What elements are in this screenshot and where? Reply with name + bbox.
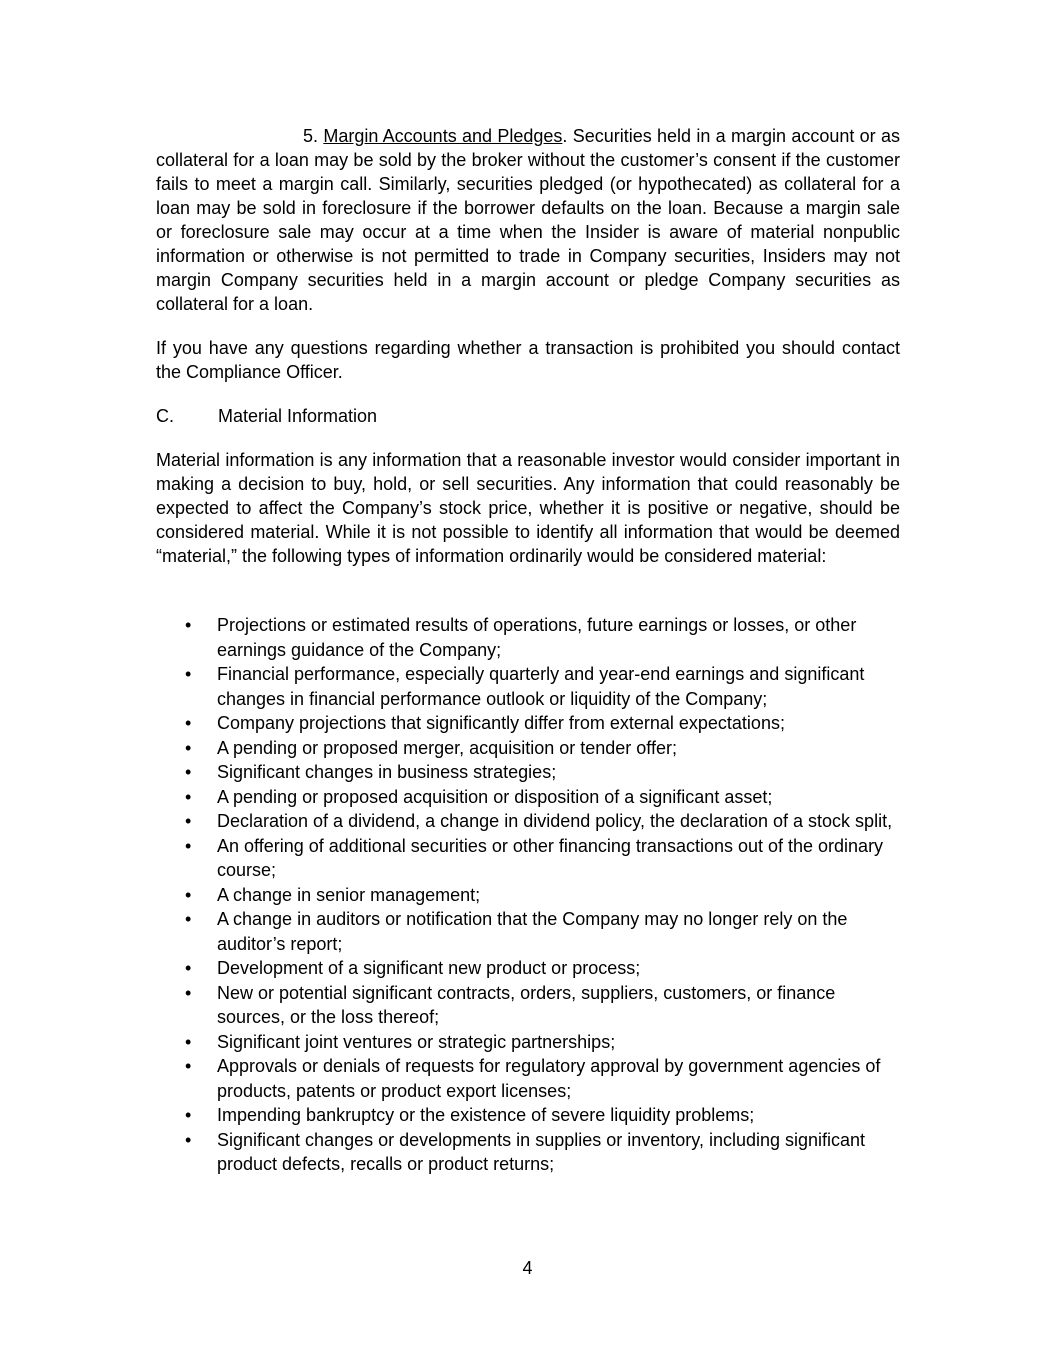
list-item-text: An offering of additional securities or other financing transactions out of the ordinary course; (217, 835, 884, 880)
section-body: . Securities held in a margin account or as collateral for a loan may be sold by the broker without the customer’s consent if the customer fails to meet a margin call. Similarly, securities pledged (or hypothecated) as collateral for a loan may be sold in foreclosure if the borrower defaults on the loan. Because a margin sale or foreclosure sale may occur at a time when the Insider is aware of material nonpublic information or otherwise is not permitted to trade in Company securities, Insiders may not margin Company securities held in a margin account or pledge Company securities as collateral for a loan. (156, 126, 900, 314)
section-heading (156, 404, 377, 428)
list-item (156, 711, 900, 736)
list-item (156, 662, 900, 711)
list-item-text: Significant changes in business strategies; (217, 762, 557, 782)
bullet-icon: • (185, 1129, 192, 1150)
list-item-text: Impending bankruptcy or the existence of severe liquidity problems; (217, 1105, 755, 1125)
list-item-text: Significant joint ventures or strategic partnerships; (217, 1031, 616, 1052)
list-item-text: A pending or proposed merger, acquisition or tender offer; (217, 737, 677, 758)
list-item-text: Financial performance, especially quarterly and year-end earnings and significant changes in financial performance outlook or liquidity of the Company; (217, 664, 865, 709)
list-item-text: Approvals or denials of requests for regulatory approval by government agencies of products, patents or product export licenses; (217, 1056, 881, 1101)
list-item (156, 907, 900, 956)
bullet-icon: • (185, 713, 192, 733)
section-letter: C. (156, 406, 174, 426)
list-item-text: New or potential significant contracts, orders, suppliers, customers, or finance sources, or the loss thereof; (217, 982, 836, 1027)
list-item-text: Company projections that significantly differ from external expectations; (217, 713, 785, 733)
page-number: 4 (522, 1258, 533, 1278)
list-item-text: Projections or estimated results of operations, future earnings or losses, or other earnings guidance of the Company; (217, 615, 857, 660)
list-item (156, 809, 900, 834)
bullet-icon: • (185, 811, 192, 831)
list-item (156, 785, 900, 810)
bullet-icon: • (185, 884, 192, 905)
bullet-icon: • (185, 958, 192, 978)
list-item-text: A change in auditors or notification that the Company may no longer rely on the auditor’s report; (217, 909, 848, 954)
list-item-text: A change in senior management; (217, 884, 481, 905)
section-title: Margin Accounts and Pledges (323, 126, 563, 146)
list-item (156, 956, 900, 981)
bullet-icon: • (185, 1105, 192, 1125)
list-item-text: Development of a significant new product or process; (217, 958, 641, 978)
list-item (156, 1103, 900, 1128)
material-information-list (156, 613, 900, 1177)
bullet-icon: • (185, 1056, 192, 1076)
list-item (156, 1030, 900, 1055)
bullet-icon: • (185, 786, 192, 807)
section-number: 5. (303, 126, 319, 146)
list-item (156, 1128, 900, 1177)
list-item (156, 883, 900, 908)
list-item-text: A pending or proposed acquisition or disposition of a significant asset; (217, 786, 773, 807)
bullet-icon: • (185, 909, 192, 929)
questions-paragraph: If you have any questions regarding whether a transaction is prohibited you should contact the Compliance Officer. (156, 338, 900, 382)
margin-accounts-paragraph (156, 124, 900, 316)
list-item (156, 834, 900, 883)
material-information-paragraph: Material information is any information that a reasonable investor would consider important in making a decision to buy, hold, or sell securities. Any information that could reasonably be expected to affect the Company’s stock price, whether it is positive or negative, should be considered material. While it is not possible to identify all information that would be deemed “material,” the following types of information ordinarily would be considered material: (156, 450, 900, 566)
list-item-text: Declaration of a dividend, a change in dividend policy, the declaration of a stock split, (217, 811, 893, 831)
bullet-icon: • (185, 615, 192, 635)
bullet-icon: • (185, 1031, 192, 1052)
section-heading-text: Material Information (218, 406, 378, 426)
list-item (156, 613, 900, 662)
list-item (156, 981, 900, 1030)
bullet-icon: • (185, 835, 192, 856)
list-item-text: Significant changes or developments in supplies or inventory, including significant product defects, recalls or product returns; (217, 1129, 866, 1174)
list-item (156, 736, 900, 761)
bullet-icon: • (185, 982, 192, 1003)
list-item (156, 760, 900, 785)
bullet-icon: • (185, 737, 192, 758)
bullet-icon: • (185, 762, 192, 782)
list-item (156, 1054, 900, 1103)
bullet-icon: • (185, 664, 192, 684)
